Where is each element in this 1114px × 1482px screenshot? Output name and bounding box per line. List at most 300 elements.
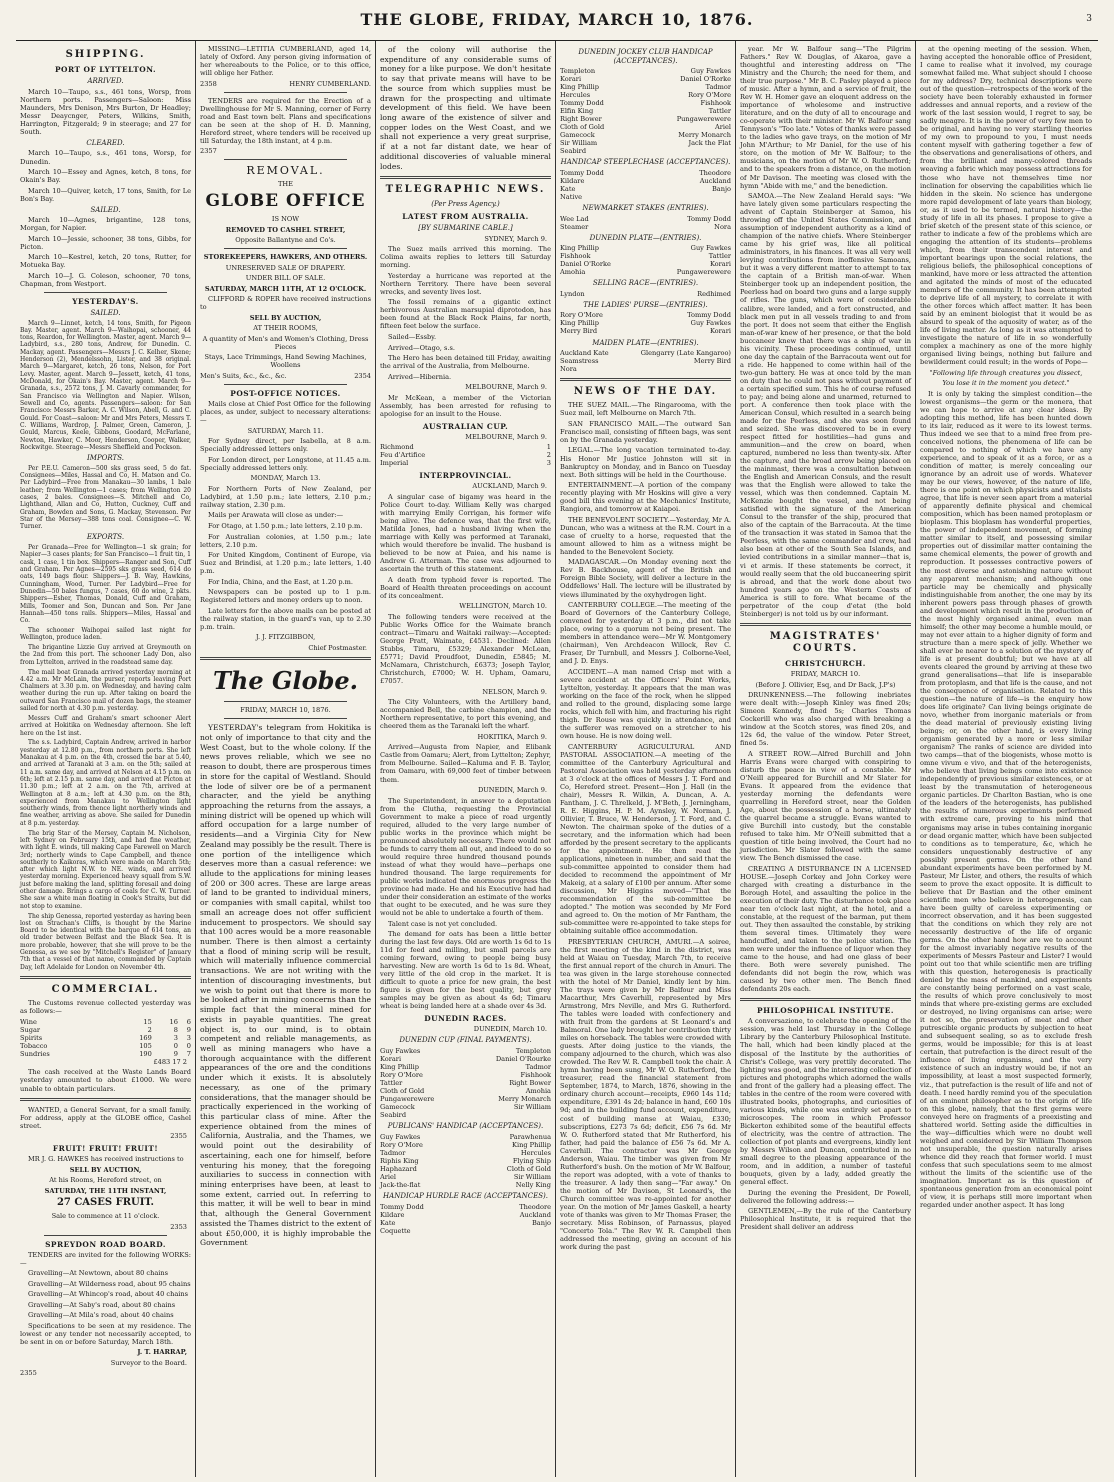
table-row: [20, 1026, 191, 1034]
race-row: [560, 185, 731, 193]
is-now: IS NOW: [271, 215, 300, 224]
column-6: [916, 41, 1096, 1477]
table-row: [20, 1034, 191, 1042]
removal-heading: REMOVAL.: [246, 164, 325, 178]
news-para: CANTERBURY COLLEGE.—The meeting of the Board of Governors of the Canterbury College, convened for yesterday at 3 p.m., did not take place, owing to a quorum not being present. The members in attendance were—Mr W. Montgomery (chairman), Ven Archdeacon Willock, Rev C. Fraser, Dr Turnbull, and Messrs J. Colborne-Veel, and J. D. Enys.: [560, 601, 731, 666]
race-row: [380, 1133, 551, 1141]
horse-name: Tommy Dodd: [687, 311, 731, 320]
race-row: [380, 1203, 551, 1211]
sale-date: SATURDAY, MARCH 11TH, AT 12 O'CLOCK.: [204, 284, 367, 293]
table-row: [20, 1050, 191, 1058]
news-para: Arrived—Hibernia.: [388, 372, 452, 381]
customs-item: Sugar: [20, 1025, 41, 1034]
horse-name: Guy Fawkes: [380, 1046, 421, 1055]
spreydon-heading: SPREYDON ROAD BOARD.: [45, 1239, 166, 1249]
spreydon-sign: J. T. HARRAP,: [137, 1348, 187, 1357]
post-sign2: Chief Postmaster.: [308, 643, 367, 652]
shipping-note: The ship Genessa, reported yesterday as having been lost on Strachan's Cliffs, is thought by the Marine Board to be identical with the barque of 614 tons, an old trader between Belfast and the Black Sea. It is more probable, however, that she will prove to be the Genessa, as we see by "Mitchell's Register" of January 7th that a vessel of that name, commanded by Captain Day, left Adelaide for London on November 4th.: [20, 912, 191, 971]
divider: [224, 159, 347, 160]
horse-name: Hercules: [520, 1148, 551, 1157]
horse-name: Sir William: [513, 1172, 551, 1181]
race-row: [380, 1063, 551, 1071]
horse-name: Daniel O'Rorke: [560, 260, 611, 269]
race-row: [560, 99, 731, 107]
horse-name: Auckland Kate: [560, 349, 609, 358]
news-para: The Suez mails arrived this morning. The Colima awaits replies to letters till Saturday morning.: [380, 245, 551, 270]
race-heading: DUNEDIN CUP (FINAL PAYMENTS).: [399, 1036, 532, 1045]
customs-pounds: 2: [147, 1025, 152, 1034]
the-label: THE: [278, 180, 293, 189]
spreydon-spec: Specifications to be seen at my residence. The lowest or any tender not necessarily accepted, to be sent in on or before Saturday, March 18th.: [20, 1321, 191, 1346]
race-row: [380, 1211, 551, 1219]
race-row: [560, 319, 731, 327]
news-para: The following tenders were received at the Public Works Office for the Waimate branch contract—Timaru and Waitaki railway:—Accepted: George Pratt, Waimate, £4531. Declined: Allen Stubbs, Timaru, £5329; Alexander McLean, £5771; David Proudfoot, Dunedin, £5845; M. McNamara, Christchurch, £6373; Joseph Taylor, Christchurch, £7000; W. H. Upham, Oamaru, £7057.: [380, 612, 551, 686]
clifford-row: [200, 372, 371, 380]
horse-name: Glengarry (Late Kangaroo): [640, 349, 731, 358]
globe-office: GLOBE OFFICE: [205, 191, 366, 212]
customs-pence: 0: [186, 1041, 191, 1050]
race-heading: DUNEDIN PLATE—(ENTRIES).: [589, 233, 702, 242]
cup-result: [380, 443, 551, 451]
horse-name: Cloth of Gold: [560, 123, 605, 132]
race-row: [380, 1087, 551, 1095]
news-para: year. Mr W. Balfour sang—"The Pilgrim Fathers." Rev W. Douglas, of Akaroa, gave a thoughtful and interesting address on "The Ministry and the Church; the need for them, and their true purpose." Mr B. C. Pasley played a piece of music. After a hymn, and a service of fruit, the Rev W. H. Homer gave an eloquent address on the importance of wholesome and instructive literature, and on the duty of all to encourage and co-operate with their minister. Mr W. Balfour sang Tennyson's "Too late." Votes of thanks were passed to the ladies who gave trays, on the motion of Mr John M'Arthur; to Mr Daniel, for the use of his store, on the motion of Mr W. Balfour; to the musicians, on the motion of Mr W. O. Rutherford; and to the speakers from a distance, on the motion of Mr Davison. The meeting was closed with the hymn "Abide with me," and the benediction.: [740, 45, 911, 190]
post-line: Mails close at Chief Post Office for the following places, as under, subject to necessary alterations:—: [200, 400, 371, 425]
dateline: DUNEDIN, March 9.: [477, 786, 547, 795]
horse-name: King Phillip: [512, 1140, 551, 1149]
post-line: For Sydney direct, per Isabella, at 8 a.m. Specially addressed letters only.: [200, 437, 371, 454]
race-row: [380, 1103, 551, 1111]
horse-name: Lyndon: [560, 289, 585, 298]
dateline: MELBOURNE, March 9.: [465, 383, 547, 392]
race-heading: NEWMARKET STAKES (ENTRIES).: [582, 204, 709, 213]
horse-name: Merry Monarch: [498, 1095, 551, 1104]
clifford-quantity: A quantity of Men's and Women's Clothing, Dress Pieces: [202, 334, 369, 351]
horse-name: Pungawerewere: [676, 115, 731, 124]
horse-name: Fishhook: [520, 1071, 551, 1080]
post-line: Late letters for the above mails can be posted at the railway station, in the guard's van, up to 2.30 p.m. train.: [200, 606, 371, 631]
court-para: DRUNKENNESS.—The following inebriates were dealt with:—Joseph Kinley was fined 20s; Simeon Kennedy, fined 5s; Charles Thomas Cockerill who was also charged with breaking a window at the Scotch stores, was fined 20s, and 12s 6d, the value of the window. Peter Street, fined 5s.: [740, 691, 911, 748]
fruit-intro: MR J. G. HAWKES has received instructions to: [28, 1155, 184, 1164]
horse-name: Tommy Dodd: [687, 214, 731, 223]
race-row: [380, 1149, 551, 1157]
interprovincial-heading: INTERPROVINCIAL.: [419, 471, 512, 481]
horse-name: Sir William: [513, 1103, 551, 1112]
phil-para: A conversazione, to celebrate the opening of the session, was held last Thursday in the College Library by the Canterbury Philosophical Institute. The hall, which had been kindly placed at the disposal of the Institute by the authorities of Christ's College, was very prettily decorated. The lighting was good, and the interesting collection of pictures and photographs which adorned the walls and front of the gallery had a pleasing effect. The tables in the centre of the room were covered with illustrated books, photographs, and curiosities of various kinds, while one was entirely set apart to microscopes. The room in which Professor Bickerton exhibited some of the beautiful effects of electricity, was the centre of attraction. The collection of pot plants and evergreens, kindly lent by Messrs Wilson and Duncan, contributed in no small degree to the pleasing appearance of the room, and in addition, a number of tasteful bouquets, given by a lady, added greatly the general effect.: [740, 1017, 911, 1186]
horse-name: Jack-the-flat: [380, 1180, 421, 1189]
imports-text: Per P.E.U. Cameron—500 sks grass seed, 5 do fat. Consignees—Miles, Hassal and Co, H. Matson and Co. Per Ladybird—Free from Manakau—30 lambs, 1 bale leather; from Wellington—1 cases; from Wellington 20 cases, 2 bales. Consignees—S. Mitchell and Co, Lighthand, Allan and Co, Hutton, Cuckney, Cuff and Graham, Bowden and Sons, G. Mackay, Stevenson. Per Star of the Mersey—388 tons coal. Consignee—C. W. Turner.: [20, 464, 191, 531]
horse-name: Rory O'More: [380, 1140, 423, 1149]
sailed-entry: March 10—Jessie, schooner, 38 tons, Gibbs, for Picton.: [20, 234, 191, 251]
port-heading: PORT OF LYTTELTON.: [54, 65, 157, 75]
horse-name: Korari: [560, 75, 582, 84]
sailed-entry: March 10—Kestrel, ketch, 20 tons, Rutter, for Motueka Bay.: [20, 253, 191, 270]
news-para: The City Volunteers, with the Artillery band, accompanied Bell, the carbine champion, and the Northern representative, to port this evening, and cheered them as the Taranaki left the wharf.: [380, 698, 551, 731]
news-para: MADAGASCAR.—On Monday evening next the Rev B. Backhouse, agent of the British and Foreign Bible Society, will deliver a lecture in the Oddfellows' Hall. The lecture will be illustrated by views illuminated by the oxyhydrogen light.: [560, 558, 731, 599]
news-para: THE SUEZ MAIL.—The Ringarooma, with the Suez mail, left Melbourne on March 7th.: [560, 401, 731, 418]
yesterday-sailed-heading: SAILED.: [90, 308, 121, 317]
news-para: Arrived—Augusta from Napier, and Elibank Castle from Oamaru; Alert, from Lyttelton; Zephyr, from Melbourne. Sailed—Kaluma and F. B. Taylor, from Oamaru, with 69,000 feet of timber between them.: [380, 743, 551, 784]
horse-name: Steamer: [560, 222, 589, 231]
customs-shillings: 8: [173, 1025, 178, 1034]
horse-name: Kate: [380, 1218, 396, 1227]
arrived-heading: ARRIVED.: [87, 77, 124, 86]
horse-name: Kildare: [380, 1210, 405, 1219]
race-row: [560, 139, 731, 147]
horse-place: 3: [546, 459, 551, 468]
races-heading: DUNEDIN RACES.: [424, 1014, 507, 1024]
wanted-ad: WANTED, a General Servant, for a small family. For address, apply at the GLOBE office, Cashel street.: [20, 1105, 191, 1130]
post-line: For Otago, at 1.50 p.m.; late letters, 2.10 p.m.: [208, 521, 363, 530]
horse-name: Jack the Flat: [688, 139, 731, 148]
news-para: Arrived—Otago, s.s.: [388, 343, 455, 352]
yesterday-heading: YESTERDAY'S.: [72, 296, 139, 306]
news-para: SAN FRANCISCO MAIL.—The outward San Francisco mail, consisting of fifteen bags, was sent on by the Granada yesterday.: [560, 419, 731, 444]
post-line: Newspapers can be posted up to 1 p.m. Registered letters and money orders up to noon.: [200, 588, 371, 605]
customs-shillings: 16: [169, 1017, 178, 1026]
horse-name: Templeton: [515, 1046, 551, 1055]
news-para: ACCIDENT.—A man named Crisp met with a severe accident at the Officers' Point Works, Lyttelton, yesterday. It appears that the man was working on the face of the rock, when he slipped and rolled to the ground, displacing some large rocks, which fell with him, and fracturing his right thigh. Dr Rouse was quickly in attendance, and the sufferer was removed on a stretcher to his own house. He is now doing well.: [560, 667, 731, 741]
horse-name: Seamstress: [560, 357, 599, 366]
race-row: [560, 123, 731, 131]
post-heading: POST-OFFICE NOTICES.: [230, 389, 341, 399]
dateline: NELSON, March 9.: [482, 687, 547, 696]
fruit-sell: SELL BY AUCTION,: [69, 1165, 142, 1174]
horse-name: Rory O'More: [560, 311, 603, 320]
fruit-cases: 27 CASES FRUIT.: [56, 1197, 155, 1209]
divider: [44, 1235, 167, 1236]
clifford-stays: Stays, Lace Trimmings, Hand Sewing Machines, Woollens: [204, 353, 367, 370]
horse-name: Richmond: [380, 443, 414, 452]
address-para: at the opening meeting of the session. When, having accepted the honorable office of President, I came to realise what it involved, my courage somewhat failed me. What subject should I choose for my address? Dry, technical descriptions were out of the question—retrospects of the work of the society have been tolerably exhausted in former addresses and annual reports, and a review of the work of the last session would, I regret to say, be sadly meagre. It is in the power of very few men to be original, and having no very startling theories of my own to propound to you, I must needs content myself with gathering together a few of the observations and generalisations of others, and from the brilliant and many-colored threads weaving a fabric which may possess attractions for those who have not themselves time nor inclination for observing the capabilities which lie hidden in the skein. No science has undergone more rapid development of late years than biology, or, as it used to be termed, natural history—the study of life in all its phases. I propose to give a brief sketch of the present state of this science, or rather to indicate a few of the problems which are engaging the attention of its students—problems which, from their transcendent interest and important bearings upon the social relations, the religious beliefs, the philosophical conceptions of mankind, have more or less attracted the attention and agitated the minds of most of the educated members of the community. It has been attempted to deprive life of all mystery, to correlate it with the other forces which affect matter. It has been said by an eminent biologist that it would be as absurd to speak of the aquosity of water, as of the life of living matter. As long as it was attempted to investigate the nature of life in so wonderfully complex a machinery as one of the more highly organised living beings, nothing but failure and bewilderment could result; in the words of Pope—: [920, 45, 1092, 367]
horse-name: Fishhook: [560, 252, 591, 261]
post-line: For Northern Ports of New Zealand, per Ladybird, at 1.50 p.m.; late letters, 2.10 p.m.; railway station, 2.30 p.m.: [200, 484, 371, 509]
horse-name: Auckland: [519, 1210, 551, 1219]
divider: [200, 657, 371, 660]
post-line: For India, China, and the East, at 1.20 p.m.: [208, 577, 353, 586]
post-day: MONDAY, March 13.: [250, 474, 321, 483]
customs-pounds: 15: [143, 1017, 152, 1026]
news-of-day-heading: NEWS OF THE DAY.: [573, 386, 718, 398]
divider: [44, 292, 167, 293]
cleared-entry: March 10—Quiver, ketch, 17 tons, Smith, for Le Bon's Bay.: [20, 186, 191, 203]
horse-name: Korari: [709, 327, 731, 336]
customs-shillings: 0: [173, 1041, 178, 1050]
race-list: [560, 67, 731, 155]
divider: [560, 378, 731, 381]
race-heading: DUNEDIN JOCKEY CLUB HANDICAP (ACCEPTANCES).: [578, 48, 713, 65]
address-para: It is only by taking the simplest condition—the lowest organisms—the germ or the monera, that we can hope to arrive at any clear ideas. By adopting this method, life has been hunted down to its lair, reduced as it were to its lowest terms. Thus indeed we see that to a mind free from pre-conceived notions, the phenomena of life can be compared to nothing of which we have any experience, and to speak of it as a force, or as a condition of matter, is merely concealing our ignorance by an adroit use of words. Whatever may be our views, however, of the nature of life, there is one point on which physicists and vitalists agree, that life is never seen apart from a material of apparently definite physical and chemical composition, which has been named protoplasm or bioplasm. This bioplasm has wonderful properties, the power of independent movement, of forming matter similar to itself, and possessing similar properties out of dissimilar matter containing the same chemical elements, the power of growth and reproduction. It possesses contractive powers of the most diverse and astonishing nature without any apparent mechanism; and although one particle may be chemically and physically indistinguishable from another, the one may by its inherent powers pass through phases of growth and development which result in the production of the most highly organised animal, even man himself; the other may become a humble mould, or may not ever attain to a higher dignity of form and structure than a mere speck of jelly. Whether we shall ever be nearer to a solution of the mystery of life is at present doubtful; but we have at all events cleared the ground by arriving at these two grand generalisations—that life is inseparable from protoplasm, and that life is the cause, and not the consequence of organisation. Related to this question—the nature of life—is the enquiry how does life originate? Can living beings originate de novo, whether from inorganic materials or from the dead material of previously existing living beings; or, on the other hand, is every living organism generated by a more or less similar organism? The ranks of science are divided into two camps—that of the biogenists, whose motto is omne vivum e vivo, and that of the heterogenists, who believe that living beings come into existence independently of previous similar existences, or at least by the transmutation of heterogeneous organic particles. Dr Charlton Bastian, who is one of the leaders of the heterogenists, has published the results of numerous experiments performed with extreme care, proving to his mind that organisms may arise in tubes containing inorganic or dead organic matter, which have been subjected to conditions as to temperature, &c, which he considers unquestionably destructive of any possibly present germs. On the other hand abundant experiments have been performed by M. Pasteur, Mr Lister, and others, the results of which seem to prove the exact opposite. It is difficult to believe that Dr Bastian and the other eminent scientific men who believe in heterogenesis, can have been guilty of careless experimenting or incorrect observation, and it has been suggested that the conditions on which they rely are not necessarily destructive of the life of organic germs. On the other hand how are we to account for the almost invariably negative results of the experiments of Messrs Pasteur and Lister? I would point out too that while scientific men are trifling with this question, heterogenesis is practically denied by the mass of mankind, and experiments are constantly being performed on a vast scale, the results of which prove conclusively to most minds that where pre-existing germs are excluded or destroyed, no living organisms can arise; were it not so, the preservation of meat and other putrescible organic products by subjection to heat and subsequent sealing, so as to exclude fresh germs, would be impossible; for this is at least certain, that putrefaction is the direct result of the influence of living organisms, and the very existence of such an industry would be, if not an impossibility, at least a most suspected formerly, viz., that putrefaction is the result of life and not of death. I need hardly remind you of the speculation of an eminent philosopher as to the origin of life on this globe, namely, that the first germs were conveyed here on fragments of a preexisting and shattered world. Setting aside the difficulties in the way—difficulties which were no doubt well weighed and considered by Sir William Thompson not unsuperable, the question naturally arises whence did they reach that former world. I must confess that such speculations seem to me almost without the limits of the scientific use of the imagination. Important as is this question of spontaneous generation from an economical point of view, it is perhaps still more important when regarded under another aspect. It has long: [920, 389, 1092, 1209]
horse-name: Guy Fawkes: [690, 319, 731, 328]
news-para: Mr McKean, a member of the Victorian Assembly, has been arrested for refusing to apologise for an insult to the House.: [380, 393, 551, 418]
horse-name: Nora: [560, 365, 577, 374]
horse-name: Amohia: [560, 268, 586, 277]
ad-number: 2354: [354, 372, 371, 381]
race-list: [560, 215, 731, 231]
shipping-note: The schooner Waihopai sailed last night for Wellington, produce laden.: [20, 626, 191, 642]
magistrates-heading: MAGISTRATES' COURTS.: [769, 630, 882, 654]
customs-pence: 9: [186, 1025, 191, 1034]
missing-ad: MISSING—LETITIA CUMBERLAND, aged 14, lately of Oxford. Any person giving information of her whereabouts to the Police, or to this office, will oblige her Father.: [200, 45, 371, 78]
horse-name: Korari: [709, 260, 731, 269]
horse-name: Riphis King: [380, 1156, 419, 1165]
ad-number: 2355: [20, 1369, 37, 1378]
leader-dateline: FRIDAY, MARCH 10, 1876.: [240, 706, 331, 715]
news-para: The fossil remains of a gigantic extinct herbivorous Australian marsupial diprotodon, has been found at the Black Rock Plains, far north, fifteen feet below the surface.: [380, 298, 551, 331]
race-row: [560, 357, 731, 365]
horse-name: Haphazard: [380, 1164, 417, 1173]
the-globe-blackletter: The Globe.: [213, 665, 358, 695]
news-para: SAMOA.—The New Zealand Herald says: "We have lately given some particulars respecting the advent of Captain Steinberger at Samoa, his throwing off the United States Commission, and assumption of independent authority as a kind of champion of the native chiefs. Where Steinberger came by his grief was, like all political administrators, in his finances. It was all very well levying contributions from inoffensive Samoans, but it was a very different matter to attempt to tax the captain of a British man-of-war. When Steinberger took up an independent position, the Peerless had on board two guns and a large supply of rifles. The guns, which were of considerable calibre, were landed, and a fort constructed, and black men put in all vessels trading to and from the port. It does not seem that either the English man-of-war knew of her presence, or that the bold buccaneer knew that there was a ship of war in his vicinity. These proceedings continued, until one day the captain of the Barracouta went out for a ride. He happened to come within hail of the two-gun battery. He was at once told by the man on duty that he could not pass without payment of a certain specified sum. This he of course refused to pay; and being alone and unarmed, returned to port. A conference then took place with the American Consul, which resulted in a search being made for the Peerless, and she was soon found and seized. She was discovered to be in every respect fitted for hostilities—had guns and ammunition—and the crew on board, when captured, numbered no less than twenty-six. After the capture, and the broad arrow being placed on the mainmast, there was a consultation between the English and American Consuls, and the result was that the English were allowed to take the vessel, which was then condemned. Captain M. McKenzie bought the vessel, and not being satisfied with the signature of the American Consul to the transfer of the ship, procured that also of the captain of the Barracouta. At the time of the transaction it was stated in Samoa that the Peerless, with the same commander and crew, had also been at other of the South Sea Islands, and levied contributions in a similar manner—that is, vi et armis. If these statements be correct, it would really seem that the old buccaneering spirit is abroad, and that the work done about two hundred years ago on the Western Coasts of America is still to fore. What became of the perpetrator of the coup d'etat (the bold Steinberger) is not told us by our informant.: [740, 192, 911, 618]
horse-name: Cloth of Gold: [380, 1087, 425, 1096]
horse-name: Rory O'More: [688, 91, 731, 100]
race-row: [560, 147, 731, 155]
horse-name: Templeton: [560, 67, 596, 76]
race-row: [560, 260, 731, 268]
horse-name: Ariel: [380, 1172, 397, 1181]
race-row: [560, 365, 731, 373]
horse-name: Coquette: [380, 1226, 411, 1235]
race-list: [560, 311, 731, 335]
dateline: MELBOURNE, March 9.: [465, 432, 547, 441]
race-row: [560, 268, 731, 276]
race-row: [560, 67, 731, 75]
horse-name: Korari: [380, 1055, 402, 1063]
horse-name: Kate: [560, 185, 576, 193]
news-para: Yesterday a hurricane was reported at the Northern Territory. There have been several wrecks, and seventy lives lost.: [380, 271, 551, 296]
divider: [224, 384, 347, 385]
race-row: [560, 75, 731, 83]
dateline: DUNEDIN, March 10.: [473, 1025, 547, 1034]
mag-bench: (Before J. Ollivier, Esq, and Dr Back, J.P's): [755, 680, 896, 689]
cleared-heading: CLEARED.: [86, 138, 125, 147]
fruit-where: At his Rooms, Hereford street, on: [49, 1176, 162, 1185]
unreserved: UNRESERVED SALE OF DRAPERY.: [225, 263, 346, 272]
horse-name: King Phillip: [560, 319, 599, 328]
customs-pounds: 169: [139, 1033, 152, 1042]
race-list: [380, 1203, 551, 1235]
horse-name: Theodore: [519, 1202, 551, 1211]
race-heading: MAIDEN PLATE—(ENTRIES).: [592, 338, 699, 347]
race-row: [560, 290, 731, 298]
spreydon-work: Gravelling—At Mila's road, about 40 chains: [28, 1311, 174, 1320]
dateline: SYDNEY, March 9.: [484, 234, 547, 243]
customs-pence: 3: [186, 1033, 191, 1042]
horse-name: King Phillip: [560, 244, 599, 253]
horse-name: Hercules: [560, 91, 591, 100]
fruit-heading: FRUIT! FRUIT! FRUIT!: [52, 1144, 159, 1154]
race-row: [380, 1071, 551, 1079]
divider: [740, 623, 911, 626]
sailed-entry: March 10—J. G. Coleson, schooner, 70 tons, Chapman, from Westport.: [20, 271, 191, 288]
column-5: [736, 41, 916, 1477]
horse-name: Gamecock: [380, 1103, 415, 1112]
masthead: [16, 0, 1098, 41]
customs-item: Wine: [20, 1017, 37, 1026]
divider: [224, 701, 347, 702]
race-row: [380, 1173, 551, 1181]
race-list: [560, 169, 731, 201]
horse-name: Tattler: [708, 107, 731, 116]
divider: [224, 718, 347, 719]
horse-name: Pungawerewere: [380, 1095, 435, 1104]
philosophical-heading: PHILOSOPHICAL INSTITUTE.: [757, 1006, 894, 1016]
court-para: CREATING A DISTURBANCE IN A LICENSED HOUSE.—Joseph Corkey and John Corkey were charged with creating a disturbance in the Borough Hotel, and assaulting the police in the execution of their duty. The disturbance took place near ten o'clock last night, at the hotel, and a constable, at the request of the barman, put them out. They then assaulted the constable, by striking them several times. Ultimately they were handcuffed, and taken to the police station. The men were under the influence of liquor when they came to the house, and had one glass of beer there. Both were severely punished. The defendants did not begin the row, which was caused by two other men. The Bench fined defendants 20s each.: [740, 864, 911, 994]
exports-text: Per Granada—Free for Wellington—1 sk grain; for Napier—3 cases plants; for San Francisco—1 fruit tin, 1 cask, 1 case, 1 tin box. Shippers—Ranger and Son, Cuff and Graham. Per Agnes—2595 sks grass seed, 614 do oats, 149 bags flour. Shippers—J. B. Way, Hawkins, Cunningham, Wood, Turner. Per Ladybird—Free for Dunedin—50 bales fungus, 7 cases, 60 do wine, 2 pkts. Shippers—Esher, Thomas, Donald, Cuff and Graham, Mills, Toomer and Son, Duncan and Son. Per Jane Hannah—450 tons rails. Shippers—Miles, Hassal and Co.: [20, 544, 191, 625]
imports-heading: IMPORTS.: [87, 454, 124, 463]
sailed-entry: March 10—Agnes, brigantine, 128 tons, Morgan, for Napier.: [20, 216, 191, 233]
horse-name: Auckland: [699, 176, 731, 185]
horse-place: 1: [546, 443, 551, 452]
horse-name: Theodore: [699, 168, 731, 177]
race-row: [560, 169, 731, 177]
customs-pounds: 190: [139, 1049, 152, 1058]
horse-name: Wee Lad: [560, 214, 589, 223]
post-line: For United Kingdom, Continent of Europe, via Suez and Brindisi, at 1.20 p.m.; late letters, 1.40 p.m.: [200, 551, 371, 576]
race-row: [380, 1141, 551, 1149]
horse-name: Rory O'More: [380, 1071, 423, 1080]
latest-heading: LATEST FROM AUSTRALIA.: [402, 212, 529, 222]
horse-name: Nelly King: [515, 1180, 551, 1189]
horse-name: Ariel: [714, 123, 731, 132]
news-para: ENTERTAINMENT.—A portion of the company recently playing with Mr Hoskins will give a very good bill this evening at the Mechanics' Institute, Rangiora, and tomorrow at Kaiapoi.: [560, 481, 731, 514]
race-list: [560, 290, 731, 298]
customs-item: Tobacco: [20, 1041, 48, 1050]
race-list: [560, 244, 731, 276]
sub-cable: [BY SUBMARINE CABLE.]: [418, 224, 513, 233]
post-sign: J. J. FITZGIBBON,: [255, 633, 316, 642]
race-row: [380, 1047, 551, 1055]
shipping-note: The brigantine Lizzie Guy arrived at Greymouth on the 2nd from this port. The schooner Lady Don, also from Lyttelton, arrived in the roadstead same day.: [20, 644, 191, 666]
ad-number: 2358: [200, 79, 217, 88]
horse-name: Tattler: [380, 1079, 403, 1088]
divider: [20, 1098, 191, 1101]
race-row: [380, 1055, 551, 1063]
telegraphic-heading: TELEGRAPHIC NEWS.: [385, 184, 546, 196]
horse-name: Elfin King: [560, 107, 594, 116]
race-row: [560, 215, 731, 223]
news-para: The demand for oats has been a little better during the last few days. Old are worth 1s 6d to 1s 11d for feed and milling, but small parcels are coming forward, owing to people being busy harvesting. New are worth 1s 6d to 1s 8d. Wheat, very little of the old crop in the market. It is difficult to quote a price for new grain, the best figure is given for the best quality, but grey samples may be given as about 4s 6d; Timaru wheat is being landed here at a shade over 4s 3d.: [380, 930, 551, 1011]
cleared-entry: March 10—Essey and Agnes, ketch, 8 tons, for Okain's Bay.: [20, 168, 191, 185]
horse-name: Parawhenua: [509, 1132, 551, 1141]
shipping-heading: SHIPPING.: [65, 49, 146, 60]
race-row: [560, 131, 731, 139]
horse-name: Tadmor: [380, 1148, 406, 1157]
news-para: A singular case of bigamy was heard in the Police Court to-day. William Kelly was charged with marrying Emily Corrigan, his former wife being alive. The defence was, that the first wife, Matilda Jones, had a husband living when the marriage with Kelly was performed at Taranaki, which would therefore be invalid. The husband is believed to be now at Paiea, and his name is Andrew G. Atterman. The case was adjourned to ascertain the truth of this statement.: [380, 492, 551, 574]
spreydon-intro: TENDERS are invited for the following WORKS:—: [20, 1250, 191, 1267]
commercial-heading: COMMERCIAL.: [51, 984, 160, 995]
arrived-entry: March 10—Taupo, s.s., 461 tons, Worsp, from Northern ports. Passengers—Saloon: Miss Maunders, Mrs Denison, Mrs Burton, Dr Headley; Messr Deaycnger, Peters, Wilkins, Smith, Harrington, Fitzgerald; 9 in steerage; and 27 for South.: [20, 87, 191, 136]
horse-name: Right Bower: [560, 115, 602, 124]
horse-name: Banjo: [711, 185, 731, 193]
race-row: [560, 91, 731, 99]
horse-name: Guy Fawkes: [690, 244, 731, 253]
race-row: [560, 223, 731, 231]
horse-name: Right Bower: [509, 1079, 551, 1088]
customs-shillings: 3: [173, 1033, 178, 1042]
court-para: A STREET ROW.—Alfred Burchill and John Harris Evans were charged with conspiring to disturb the peace in view of a constable. Mr O'Neill appeared for Burchill and Mr Slater for Evans. It appeared from the evidence that yesterday morning the defendants were quarrelling in Hereford street, near the Golden Age, about the possession of a horse, ultimately the quarrel became a struggle. Evans wanted to give Burchill into custody, but the constable refused to take him. Mr O'Neill submitted that a question of title being involved, the Court had no jurisdiction. Mr Slater followed with the same view. The Bench dismissed the case.: [740, 749, 911, 863]
shipping-note: The brig Star of the Mersey, Captain M. Nicholson, left Sydney on February 15th, and had fine weather, with light E. winds, till making Cape Farewell on March 3rd; northerly winds to Cape Campbell, and thence southerly to Kaikoras, which were made on March 5th; after which light N.W. to NE. winds, and arrived yesterday morning. Experienced heavy squall from S.W. just before making the land, splitting foresail and doing other damage. Brings a cargo of coals for C. W. Turner. She saw a white man floating in Cook's Straits, but did not stop to examine.: [20, 829, 191, 910]
clifford-sell: SELL BY AUCTION,: [249, 313, 322, 322]
post-day: SATURDAY, March 11.: [247, 426, 324, 435]
clifford-mens: Men's Suits, &c., &c., &c.: [200, 372, 287, 381]
ad-number: 2355: [170, 1132, 187, 1141]
customs-pounds: 105: [139, 1041, 152, 1050]
masthead-title: THE GLOBE, FRIDAY, MARCH 10, 1876.: [360, 10, 754, 30]
under-bill: UNDER BILL OF SALE.: [245, 274, 326, 283]
horse-name: Gamecock: [560, 131, 595, 140]
horse-name: Pungawerewere: [676, 268, 731, 277]
race-row: [560, 115, 731, 123]
horse-name: Native: [560, 193, 583, 202]
race-row: [560, 252, 731, 260]
horse-name: Flying Ship: [512, 1156, 551, 1165]
column-3: [376, 41, 556, 1477]
removed-to: REMOVED TO CASHEL STREET,: [225, 225, 346, 234]
spreydon-work: Gravelling—At Wilderness road, about 95 chains: [28, 1279, 191, 1288]
horse-name: Feu d'Artifice: [380, 451, 426, 460]
divider: [20, 976, 191, 979]
race-row: [560, 244, 731, 252]
race-row: [560, 327, 731, 335]
divider: [224, 248, 347, 249]
horse-name: Seabird: [380, 1111, 407, 1120]
race-row: [560, 311, 731, 319]
horse-name: Tattler: [708, 252, 731, 261]
race-row: [380, 1111, 551, 1119]
horse-name: Amohia: [525, 1087, 551, 1096]
leader-text: YESTERDAY's telegram from Hokitika is not only of importance to that city and the West Coast, but to the whole colony. If the news proves reliable, which we see no reason to doubt, there are prosperous times in store for the capital of Westland. Should the lode of silver ore be of a permanent character, and the yield be anything approaching the returns from the assays, a mining district will be opened up which will afford occupation for a large number of residents—and a Virginia City for New Zealand may possibly be the result. There is one portion of the intelligence which deserves more than a casual reference: we allude to the applications for mining leases of 200 or 300 acres. These are large areas of land to be granted to individual miners, or companies with small capital, whilst too small an acreage does not offer sufficient inducement to prospectors. We should say that 100 acres would be a more reasonable number. There is then almost a certainty that a flood of mining scrip will be result, which will materially influence commercial transactions. We are not writing with the intention of discouraging investments, but we wish to point out that there is more to be looked after in mining concerns than the simple fact that the mineral mined for exists in payable quantities. The great object is, to our mind, is to obtain competent and reliable managements, as well as mining managers who have a thorough acquaintance with the different appearances of the ore and the conditions under which it exists. It is absolutely necessary, as one of the primary considerations, that the manager should be practically experienced in the working of this particular class of mine. After the experience obtained from the mines of California, Australia, and the Thames, we would point out the desirability of ascertaining, each one for himself, before venturing his money, that the foregoing auxiliaries to success in connection with mining enterprises have been, at least to some extent, carried out. In referring to this matter, it will be well to bear in mind that, although the General Government assisted the Thames district to the extent of about £50,000, it is highly improbable the Government: [200, 723, 371, 1248]
customs-total: £483 17 2: [153, 1057, 187, 1066]
page-number: 3: [1086, 14, 1092, 24]
race-row: [380, 1095, 551, 1103]
column-2: [196, 41, 376, 1477]
race-heading: THE LADIES' PURSE—(ENTRIES).: [583, 300, 708, 309]
horse-name: Merry Bird: [560, 327, 598, 336]
divider: [740, 998, 911, 1001]
storekeepers: STOREKEEPERS, HAWKERS, AND OTHERS.: [203, 253, 368, 262]
horse-name: Redhimed: [697, 289, 731, 298]
horse-name: King Phillip: [380, 1063, 419, 1072]
race-row: [380, 1219, 551, 1227]
race-heading: PUBLICANS' HANDICAP (ACCEPTANCES).: [387, 1122, 544, 1131]
poem-line: "Following life through creatures you dissect,: [929, 368, 1083, 377]
divider: [224, 92, 347, 93]
race-heading: HANDICAP HURDLE RACE (ACCEPTANCES).: [383, 1192, 548, 1200]
post-line: For London direct, per Longstone, at 11.45 a.m. Specially addressed letters only.: [200, 455, 371, 472]
horse-name: King Phillip: [560, 83, 599, 92]
horse-name: Imperial: [380, 459, 409, 468]
shipping-note: The mail boat Granada arrived yesterday morning at 4.42 a.m. Mr McLain, the purser, reports leaving Port Chalmers at 3.30 p.m. on Wednesday, and having calm weather during the run up. After taking on board the outward San Francisco mail of dozen bags, the steamer sailed for north at 4.30 p.m. yesterday.: [20, 668, 191, 713]
race-row: [380, 1157, 551, 1165]
divider: [380, 176, 551, 179]
clifford-intro: CLIFFORD & ROPER have received instructions to: [200, 295, 371, 312]
cup-result: [380, 451, 551, 459]
customs-item: Sundries: [20, 1049, 50, 1058]
race-row: [560, 107, 731, 115]
horse-name: Tommy Dodd: [380, 1202, 424, 1211]
dateline: AUCKLAND, March 9.: [472, 482, 547, 491]
fruit-time: Sale to commence at 11 o'clock.: [51, 1212, 160, 1220]
horse-name: Nora: [714, 222, 731, 231]
mag-date: FRIDAY, MARCH 10.: [790, 670, 861, 679]
horse-place: 2: [546, 451, 551, 460]
horse-name: Tadmor: [525, 1063, 551, 1072]
horse-name: Guy Fawkes: [690, 67, 731, 76]
columns: [16, 41, 1098, 1477]
news-para: CANTERBURY AGRICULTURAL AND PASTORAL ASSOCIATION.—A meeting of the committee of the Canterbury Agricultural and Pastoral Association was held yesterday afternoon at 3 o'clock at the offices of Messrs J. T. Ford and Co, Hereford street. Present—Hon J. Hall (in the chair), Messrs R. Wilkin, A. Duncan, A. A. Fantham, J. C. Threlkeld, J. M'Beth, J. Jerningham, R. E. Higgins, H. P. M. Aynsley, W. Norman, J. Ollivier, T. Bruce, W. Henderson, J. T. Ford, and C. Newton. The chairman spoke of the duties of a secretary, and the information which had been afforded by the present secretary to the applicants for the appointment. He then read the applications, nineteen in number, and said that the sub-committee appointed to consider them had decided to recommend the appointment of Mr Makeig, at a salary of £100 per annum. After some discussion, Mr Higgins moved—"That the recommendation of the sub-committee be adopted." The motion was seconded by Mr Ford and agreed to. On the motion of Mr Fantham, the sub-committee were re-appointed to take steps for obtaining suitable office accommodation.: [560, 742, 731, 936]
horse-name: Tommy Dodd: [560, 99, 604, 108]
